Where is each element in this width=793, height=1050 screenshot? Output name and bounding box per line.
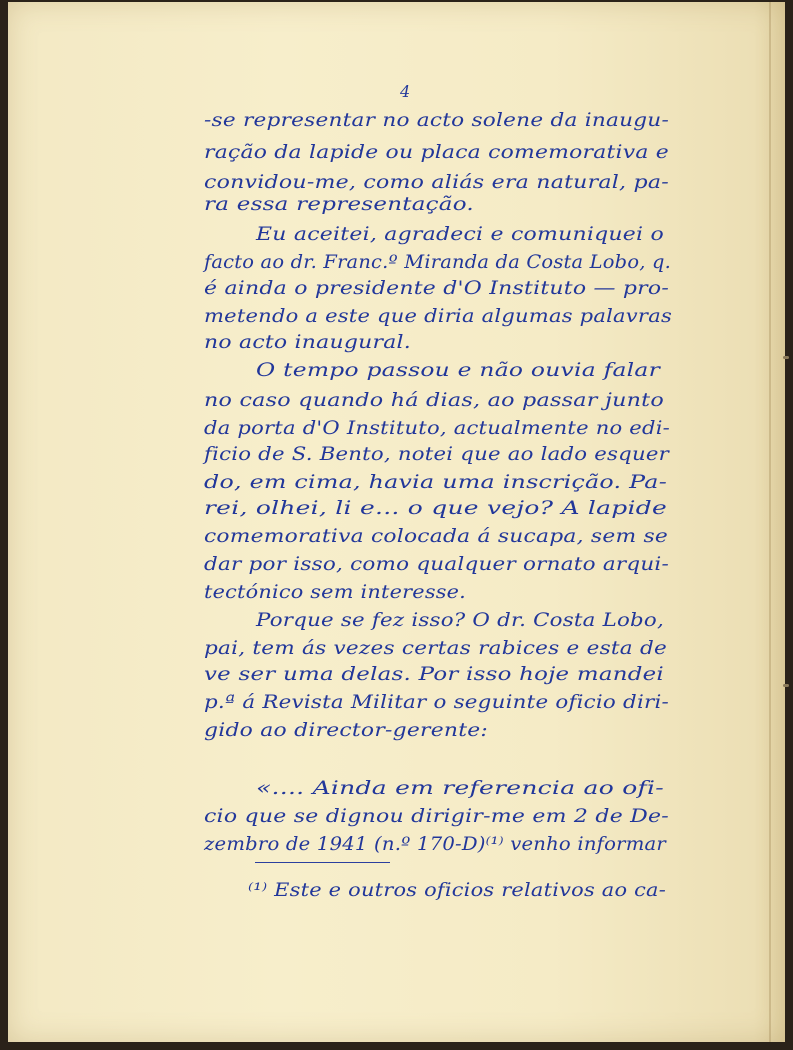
handwritten-line: tectónico sem interesse. — [204, 582, 467, 603]
handwritten-line: cio que se dignou dirigir-me em 2 de De- — [204, 806, 669, 827]
handwritten-line: Eu aceitei, agradeci e comuniquei o — [256, 224, 664, 245]
handwritten-line: ficio de S. Bento, notei que ao lado esquer — [204, 444, 669, 465]
handwritten-line: da porta d'O Instituto, actualmente no edi- — [204, 418, 671, 439]
handwritten-line: comemorativa colocada á sucapa, sem se — [204, 526, 669, 547]
handwritten-line: zembro de 1941 (n.º 170-D)⁽¹⁾ venho informar — [204, 834, 666, 855]
handwritten-line: ração da lapide ou placa comemorativa e — [204, 142, 669, 163]
handwritten-line: é ainda o presidente d'O Instituto — pro- — [204, 278, 670, 299]
handwritten-line: Porque se fez isso? O dr. Costa Lobo, — [256, 610, 665, 631]
handwritten-line: p.ª á Revista Militar o seguinte oficio diri- — [204, 692, 669, 713]
handwritten-line: ⁽¹⁾ Este e outros oficios relativos ao ca- — [248, 880, 667, 901]
handwritten-line: rei, olhei, li e... o que vejo? A lapide — [204, 498, 667, 519]
handwritten-line: pai, tem ás vezes certas rabices e esta de — [204, 638, 667, 659]
handwritten-line: convidou-me, como aliás era natural, pa- — [204, 172, 669, 193]
handwritten-line: O tempo passou e não ouvia falar — [256, 360, 661, 381]
handwritten-line: dar por isso, como qualquer ornato arqui- — [204, 554, 669, 575]
handwritten-line: ra essa representação. — [204, 194, 475, 215]
handwritten-line: -se representar no acto solene da inaugu- — [204, 110, 669, 131]
handwritten-line: no caso quando há dias, ao passar junto — [204, 390, 664, 411]
page-number: 4 — [400, 82, 411, 101]
handwritten-line: no acto inaugural. — [204, 332, 411, 353]
handwritten-line: gido ao director-gerente: — [204, 720, 489, 741]
handwritten-line: do, em cima, havia uma inscrição. Pa- — [204, 472, 667, 493]
footnote-separator — [255, 862, 390, 863]
handwritten-line: metendo a este que diria algumas palavras — [204, 306, 672, 327]
handwritten-line: ve ser uma delas. Por isso hoje mandei — [204, 664, 664, 685]
handwritten-line: facto ao dr. Franc.º Miranda da Costa Lobo, q. — [204, 252, 672, 273]
handwritten-line: «.... Ainda em referencia ao ofi- — [256, 778, 664, 799]
